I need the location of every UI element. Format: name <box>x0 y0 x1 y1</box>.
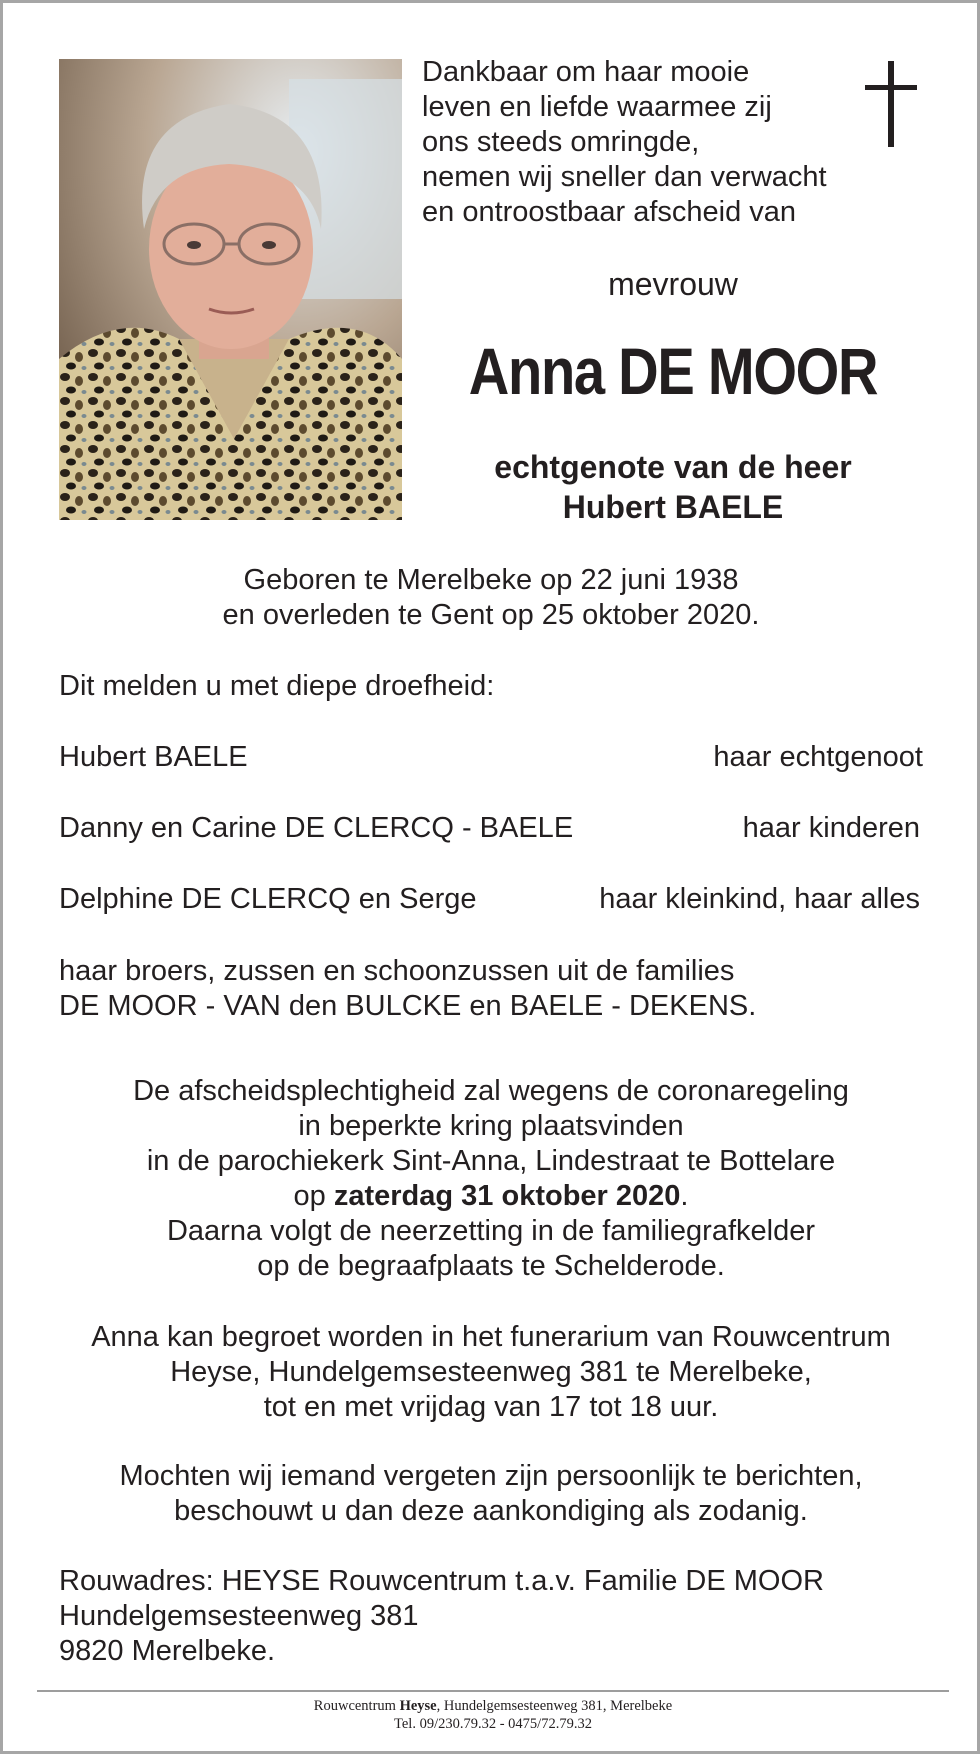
mourner-relation: haar kinderen <box>742 812 920 844</box>
address-line-2: Hundelgemsesteenweg 381 <box>59 1600 419 1632</box>
mourner-name: Danny en Carine DE CLERCQ - BAELE <box>59 812 574 844</box>
apology-line-1: Mochten wij iemand vergeten zijn persoonlijk te berichten, <box>119 1460 863 1492</box>
address-line-1: Rouwadres: HEYSE Rouwcentrum t.a.v. Familie DE MOOR <box>59 1565 824 1597</box>
footer-prefix: Rouwcentrum <box>313 1698 400 1714</box>
date-suffix: . <box>680 1180 689 1212</box>
mourner-relation: haar kleinkind, haar alles <box>599 883 920 915</box>
ceremony-line-3: in de parochiekerk Sint-Anna, Lindestraat te Bottelare <box>146 1145 836 1177</box>
mourner-relation: haar echtgenoot <box>713 741 923 773</box>
spouse-line-1: echtgenote van de heer <box>494 449 852 485</box>
ceremony-line-6: op de begraafplaats te Schelderode. <box>257 1250 725 1282</box>
cross-icon <box>865 61 917 152</box>
footer-brand: Heyse <box>399 1698 437 1714</box>
footer-company <box>3 1697 980 1715</box>
deceased-name: Anna DE MOOR <box>468 334 878 408</box>
families-line-2: DE MOOR - VAN den BULCKE en BAELE - DEKENS. <box>59 990 757 1022</box>
spouse-line-2: Hubert BAELE <box>562 489 784 525</box>
birth-death-info <box>59 563 923 633</box>
intro-text: Dankbaar om haar mooie leven en liefde waarmee zij ons steeds omringde, nemen wij sneller dan verwacht en ontroostbaar afscheid van <box>422 56 827 228</box>
footer-divider <box>37 1690 949 1692</box>
footer-suffix: , Hundelgemsesteenweg 381, Merelbeke <box>436 1698 673 1714</box>
date-prefix: op <box>293 1180 334 1212</box>
ceremony-line-5: Daarna volgt de neerzetting in de familiegrafkelder <box>166 1215 816 1247</box>
families-info <box>59 954 929 1024</box>
families-line-1: haar broers, zussen en schoonzussen uit de families <box>59 955 735 987</box>
mourner-name: Delphine DE CLERCQ en Serge <box>59 883 477 915</box>
address-line-3: 9820 Merelbeke. <box>59 1635 276 1667</box>
announce-intro: Dit melden u met diepe droefheid: <box>59 670 495 702</box>
ceremony-info <box>59 1074 923 1284</box>
ceremony-line-1: De afscheidsplechtigheid zal wegens de coronaregeling <box>133 1075 849 1107</box>
spouse-info <box>423 447 923 527</box>
visitation-info <box>59 1320 923 1425</box>
birth-line: Geboren te Merelbeke op 22 juni 1938 <box>243 564 739 596</box>
honorific: mevrouw <box>608 266 738 302</box>
visitation-line-2: Heyse, Hundelgemsesteenweg 381 te Merelbeke, <box>170 1356 812 1388</box>
portrait-photo <box>59 59 402 520</box>
ceremony-date: zaterdag 31 oktober 2020 <box>333 1180 681 1212</box>
footer-phone: Tel. 09/230.79.32 - 0475/72.79.32 <box>394 1716 592 1732</box>
apology-line-2: beschouwt u dan deze aankondiging als zodanig. <box>174 1495 808 1527</box>
ceremony-line-2: in beperkte kring plaatsvinden <box>298 1110 684 1142</box>
ceremony-date-line <box>59 1179 923 1214</box>
visitation-line-1: Anna kan begroet worden in het funerarium van Rouwcentrum <box>91 1321 891 1353</box>
death-line: en overleden te Gent op 25 oktober 2020. <box>222 599 760 631</box>
mourner-name: Hubert BAELE <box>59 741 248 773</box>
mourning-address <box>59 1564 929 1669</box>
apology-note <box>59 1459 923 1529</box>
visitation-line-3: tot en met vrijdag van 17 tot 18 uur. <box>263 1391 719 1423</box>
